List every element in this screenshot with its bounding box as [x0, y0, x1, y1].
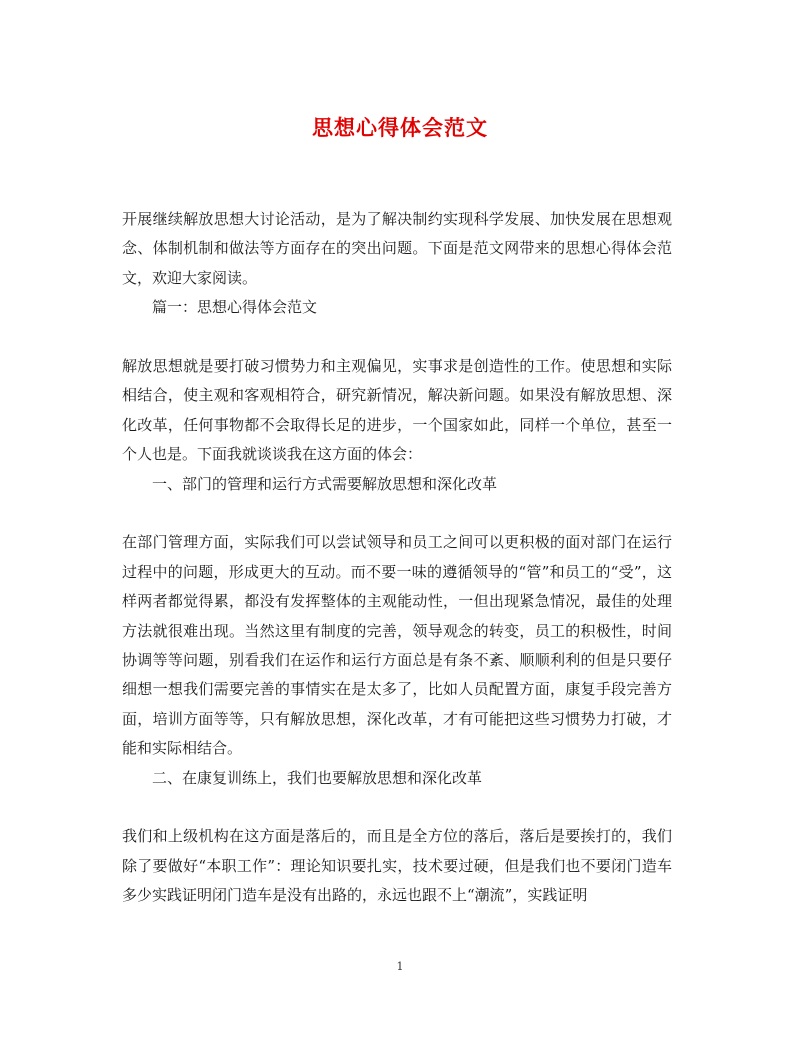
document-title: 思想心得体会范文 — [312, 115, 488, 140]
subsection-heading: 一、部门的管理和运行方式需要解放思想和深化改革 — [152, 474, 498, 493]
paragraph: 解放思想就是要打破习惯势力和主观偏见，实事求是创造性的工作。使思想和实际相结合，使主观和客观相符合，研究新情况，解决新问题。如果没有解放思想、深化改革，任何事物都不会取得长足的进步，一个国家如此，同样一个单位，甚至一个人也是。下面我就谈谈我在这方面的体会： — [122, 357, 672, 464]
page-number: 1 — [396, 960, 404, 973]
paragraph: 我们和上级机构在这方面是落后的，而且是全方位的落后，落后是要挨打的，我们除了要做好“本职工作”：理论知识要扎实，技术要过硬，但是我们也不要闭门造车多少实践证明闭门造车是没有出路的，永远也跟不上“潮流”，实践证明 — [122, 827, 672, 905]
intro-paragraph: 开展继续解放思想大讨论活动，是为了解决制约实现科学发展、加快发展在思想观念、体制机制和做法等方面存在的突出问题。下面是范文网带来的思想心得体会范文，欢迎大家阅读。 — [122, 210, 672, 287]
paragraph: 在部门管理方面，实际我们可以尝试领导和员工之间可以更积极的面对部门在运行过程中的问题，形成更大的互动。而不要一味的遵循领导的“管”和员工的“受”，这样两者都觉得累，都没有发挥整体的主观能动性，一但出现紧急情况，最佳的处理方法就很难出现。当然这里有制度的完善，领导观念的转变，员工的积极性，时间协调等等问题，别看我们在运作和运行方面总是有条不紊、顺顺利利的但是只要仔细想一想我们需要完善的事情实在是太多了，比如人员配置方面，康复手段完善方面，培训方面等等，只有解放思想，深化改革，才有可能把这些习惯势力打破，才能和实际相结合。 — [122, 533, 672, 758]
subsection-heading: 二、在康复训练上，我们也要解放思想和深化改革 — [152, 768, 483, 787]
document-body — [122, 205, 672, 911]
section-heading: 篇一：思想心得体会范文 — [152, 298, 318, 317]
